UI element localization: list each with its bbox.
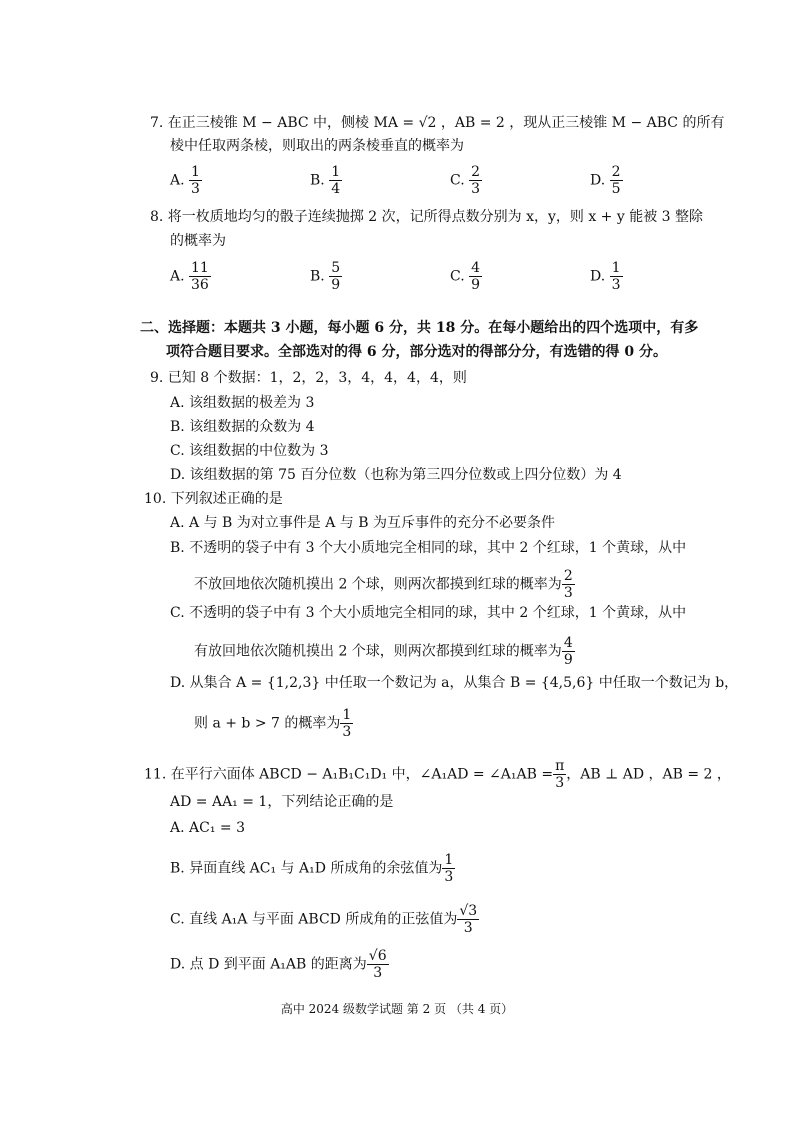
q11-option-c: C. 直线 A₁A 与平面 ABCD 所成角的正弦值为 $\frac{√3}{3}$ bbox=[170, 903, 478, 936]
q10-option-c-line2: 有放回地依次随机摸出 2 个球，则两次都摸到红球的概率为 $\frac{4}{9}$ bbox=[194, 635, 573, 668]
q7-stem-line2: 棱中任取两条棱，则取出的两条棱垂直的概率为 bbox=[170, 138, 464, 154]
fraction: $\frac{11}{36}$ bbox=[191, 260, 209, 293]
q8-stem-line1: 8. 将一枚质地均匀的骰子连续抛掷 2 次，记所得点数分别为 x，y，则 x + y 能被 3 整除 bbox=[150, 209, 704, 225]
fraction: $\frac{1}{3}$ bbox=[191, 164, 200, 197]
fraction: $\frac{2}{3}$ bbox=[471, 164, 481, 197]
fraction: $\frac{4}{9}$ bbox=[563, 635, 573, 668]
q10-option-b-line2: 不放回地依次随机摸出 2 个球，则两次都摸到红球的概率为 $\frac{2}{3}$ bbox=[194, 568, 573, 601]
fraction: $\frac{1}{3}$ bbox=[342, 707, 352, 740]
fraction: $\frac{√6}{3}$ bbox=[368, 948, 387, 981]
fraction: $\frac{1}{4}$ bbox=[331, 164, 341, 197]
fraction: $\frac{1}{3}$ bbox=[611, 260, 621, 293]
fraction: $\frac{1}{3}$ bbox=[444, 852, 454, 885]
q8-option-a: A. $\frac{11}{36}$ bbox=[170, 260, 209, 293]
fraction: $\frac{5}{9}$ bbox=[331, 260, 341, 293]
section2-heading-line2: 项符合题目要求。全部选对的得 6 分，部分选对的得部分分，有选错的得 0 分。 bbox=[166, 344, 667, 360]
fraction: $\frac{2}{3}$ bbox=[563, 568, 573, 601]
section2-heading-line1: 二、选择题：本题共 3 小题，每小题 6 分，共 18 分。在每小题给出的四个选项中，有多 bbox=[140, 320, 699, 336]
q10-stem: 10. 下列叙述正确的是 bbox=[144, 491, 283, 507]
q10-option-c-line1: C. 不透明的袋子中有 3 个大小质地完全相同的球，其中 2 个红球，1 个黄球，从中 bbox=[170, 605, 687, 621]
q7-option-d: D. $\frac{2}{5}$ bbox=[590, 164, 621, 197]
fraction: $\frac{√3}{3}$ bbox=[459, 903, 478, 936]
fraction: $\frac{\pi}{3}$ bbox=[555, 758, 565, 791]
q9-option-d: D. 该组数据的第 75 百分位数（也称为第三四分位数或上四分位数）为 4 bbox=[170, 467, 622, 483]
q10-option-d-line2: 则 a + b > 7 的概率为 $\frac{1}{3}$ bbox=[194, 707, 352, 740]
fraction: $\frac{4}{9}$ bbox=[471, 260, 481, 293]
q9-option-a: A. 该组数据的极差为 3 bbox=[170, 395, 315, 411]
q11-option-d: D. 点 D 到平面 A₁AB 的距离为 $\frac{√6}{3}$ bbox=[170, 948, 387, 981]
q9-option-c: C. 该组数据的中位数为 3 bbox=[170, 443, 329, 459]
q11-stem-line1: 11. 在平行六面体 ABCD − A₁B₁C₁D₁ 中，∠A₁AD = ∠A₁AB = $\frac{\pi}{3}$ ，AB ⊥ AD ，AB = 2 ， bbox=[144, 758, 731, 791]
q10-option-d-line1: D. 从集合 A = {1,2,3} 中任取一个数记为 a，从集合 B = {4,5,6} 中任取一个数记为 b， bbox=[170, 675, 739, 691]
q7-option-b: B. $\frac{1}{4}$ bbox=[310, 164, 341, 197]
q11-stem-line2: AD = AA₁ = 1，下列结论正确的是 bbox=[170, 794, 394, 810]
q8-option-b: B. $\frac{5}{9}$ bbox=[310, 260, 341, 293]
q11-option-a: A. AC₁ = 3 bbox=[170, 820, 245, 836]
q8-option-c: C. $\frac{4}{9}$ bbox=[450, 260, 481, 293]
q10-option-a: A. A 与 B 为对立事件是 A 与 B 为互斥事件的充分不必要条件 bbox=[170, 515, 555, 531]
q10-option-b-line1: B. 不透明的袋子中有 3 个大小质地完全相同的球，其中 2 个红球，1 个黄球，从中 bbox=[170, 540, 687, 556]
q11-option-b: B. 异面直线 AC₁ 与 A₁D 所成角的余弦值为 $\frac{1}{3}$ bbox=[170, 852, 454, 885]
page-footer: 高中 2024 级数学试题 第 2 页 （共 4 页） bbox=[280, 1002, 514, 1016]
q7-stem-line1: 7. 在正三棱锥 M − ABC 中，侧棱 MA = √2 ，AB = 2 ，现从正三棱锥 M − ABC 的所有 bbox=[150, 115, 725, 131]
q9-option-b: B. 该组数据的众数为 4 bbox=[170, 419, 315, 435]
q8-stem-line2: 的概率为 bbox=[170, 233, 226, 249]
fraction: $\frac{2}{5}$ bbox=[611, 164, 621, 197]
q7-option-c: C. $\frac{2}{3}$ bbox=[450, 164, 481, 197]
q9-stem: 9. 已知 8 个数据：1，2，2，3，4，4，4，4，则 bbox=[150, 370, 467, 386]
q8-option-d: D. $\frac{1}{3}$ bbox=[590, 260, 621, 293]
q7-option-a: A. $\frac{1}{3}$ bbox=[170, 164, 200, 197]
